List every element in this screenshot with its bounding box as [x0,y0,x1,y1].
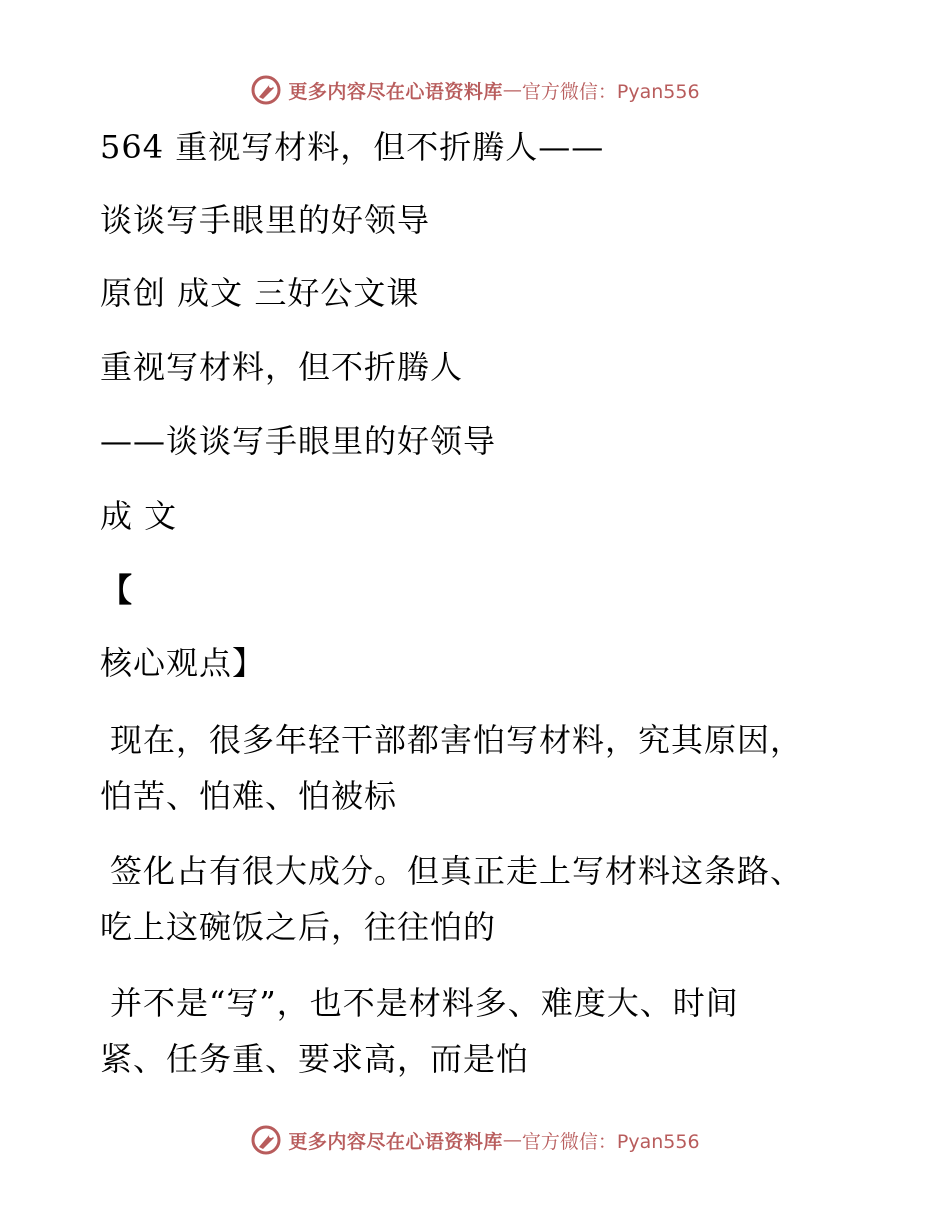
paragraph-2 [100,843,840,955]
watermark-separator: — [502,79,522,101]
core-view-label: 核心观点】 [100,644,266,682]
core-view-open-bracket: 【 [100,571,134,609]
footer-watermark [0,1120,950,1160]
watermark-wechat-text: 官方微信：Pyan556 [521,80,700,103]
document-subheading: ——谈谈写手眼里的好领导 [100,422,497,460]
watermark-wechat-text: 官方微信：Pyan556 [521,1130,700,1153]
paragraph-1-line-2: 怕苦、怕难、怕被标 [100,777,398,815]
document-source-line: 原创 成文 三好公文课 [100,274,420,312]
watermark-separator: — [502,1129,522,1151]
document-title-line-1: 564 重视写材料，但不折腾人—— [100,128,605,166]
paragraph-3 [100,975,840,1087]
paragraph-2-line-2: 吃上这碗饭之后，往往怕的 [100,908,497,946]
paragraph-1-line-1: 现在，很多年轻干部都害怕写材料，究其原因， [110,721,804,759]
document-heading: 重视写材料，但不折腾人 [100,348,464,386]
paragraph-3-line-1: 并不是“写”，也不是材料多、难度大、时间 [110,984,739,1022]
pen-nib-circle-icon [250,1124,282,1156]
document-author: 成 文 [100,497,178,535]
paragraph-2-line-1: 签化占有很大成分。但真正走上写材料这条路、 [110,852,804,890]
pen-nib-circle-icon [250,74,282,106]
header-watermark [0,70,950,110]
document-title-line-2: 谈谈写手眼里的好领导 [100,201,431,239]
watermark-main-text: 更多内容尽在心语资料库 [288,1130,503,1153]
paragraph-3-line-2: 紧、任务重、要求高，而是怕 [100,1040,530,1078]
paragraph-1 [100,712,840,824]
watermark-main-text: 更多内容尽在心语资料库 [288,80,503,103]
